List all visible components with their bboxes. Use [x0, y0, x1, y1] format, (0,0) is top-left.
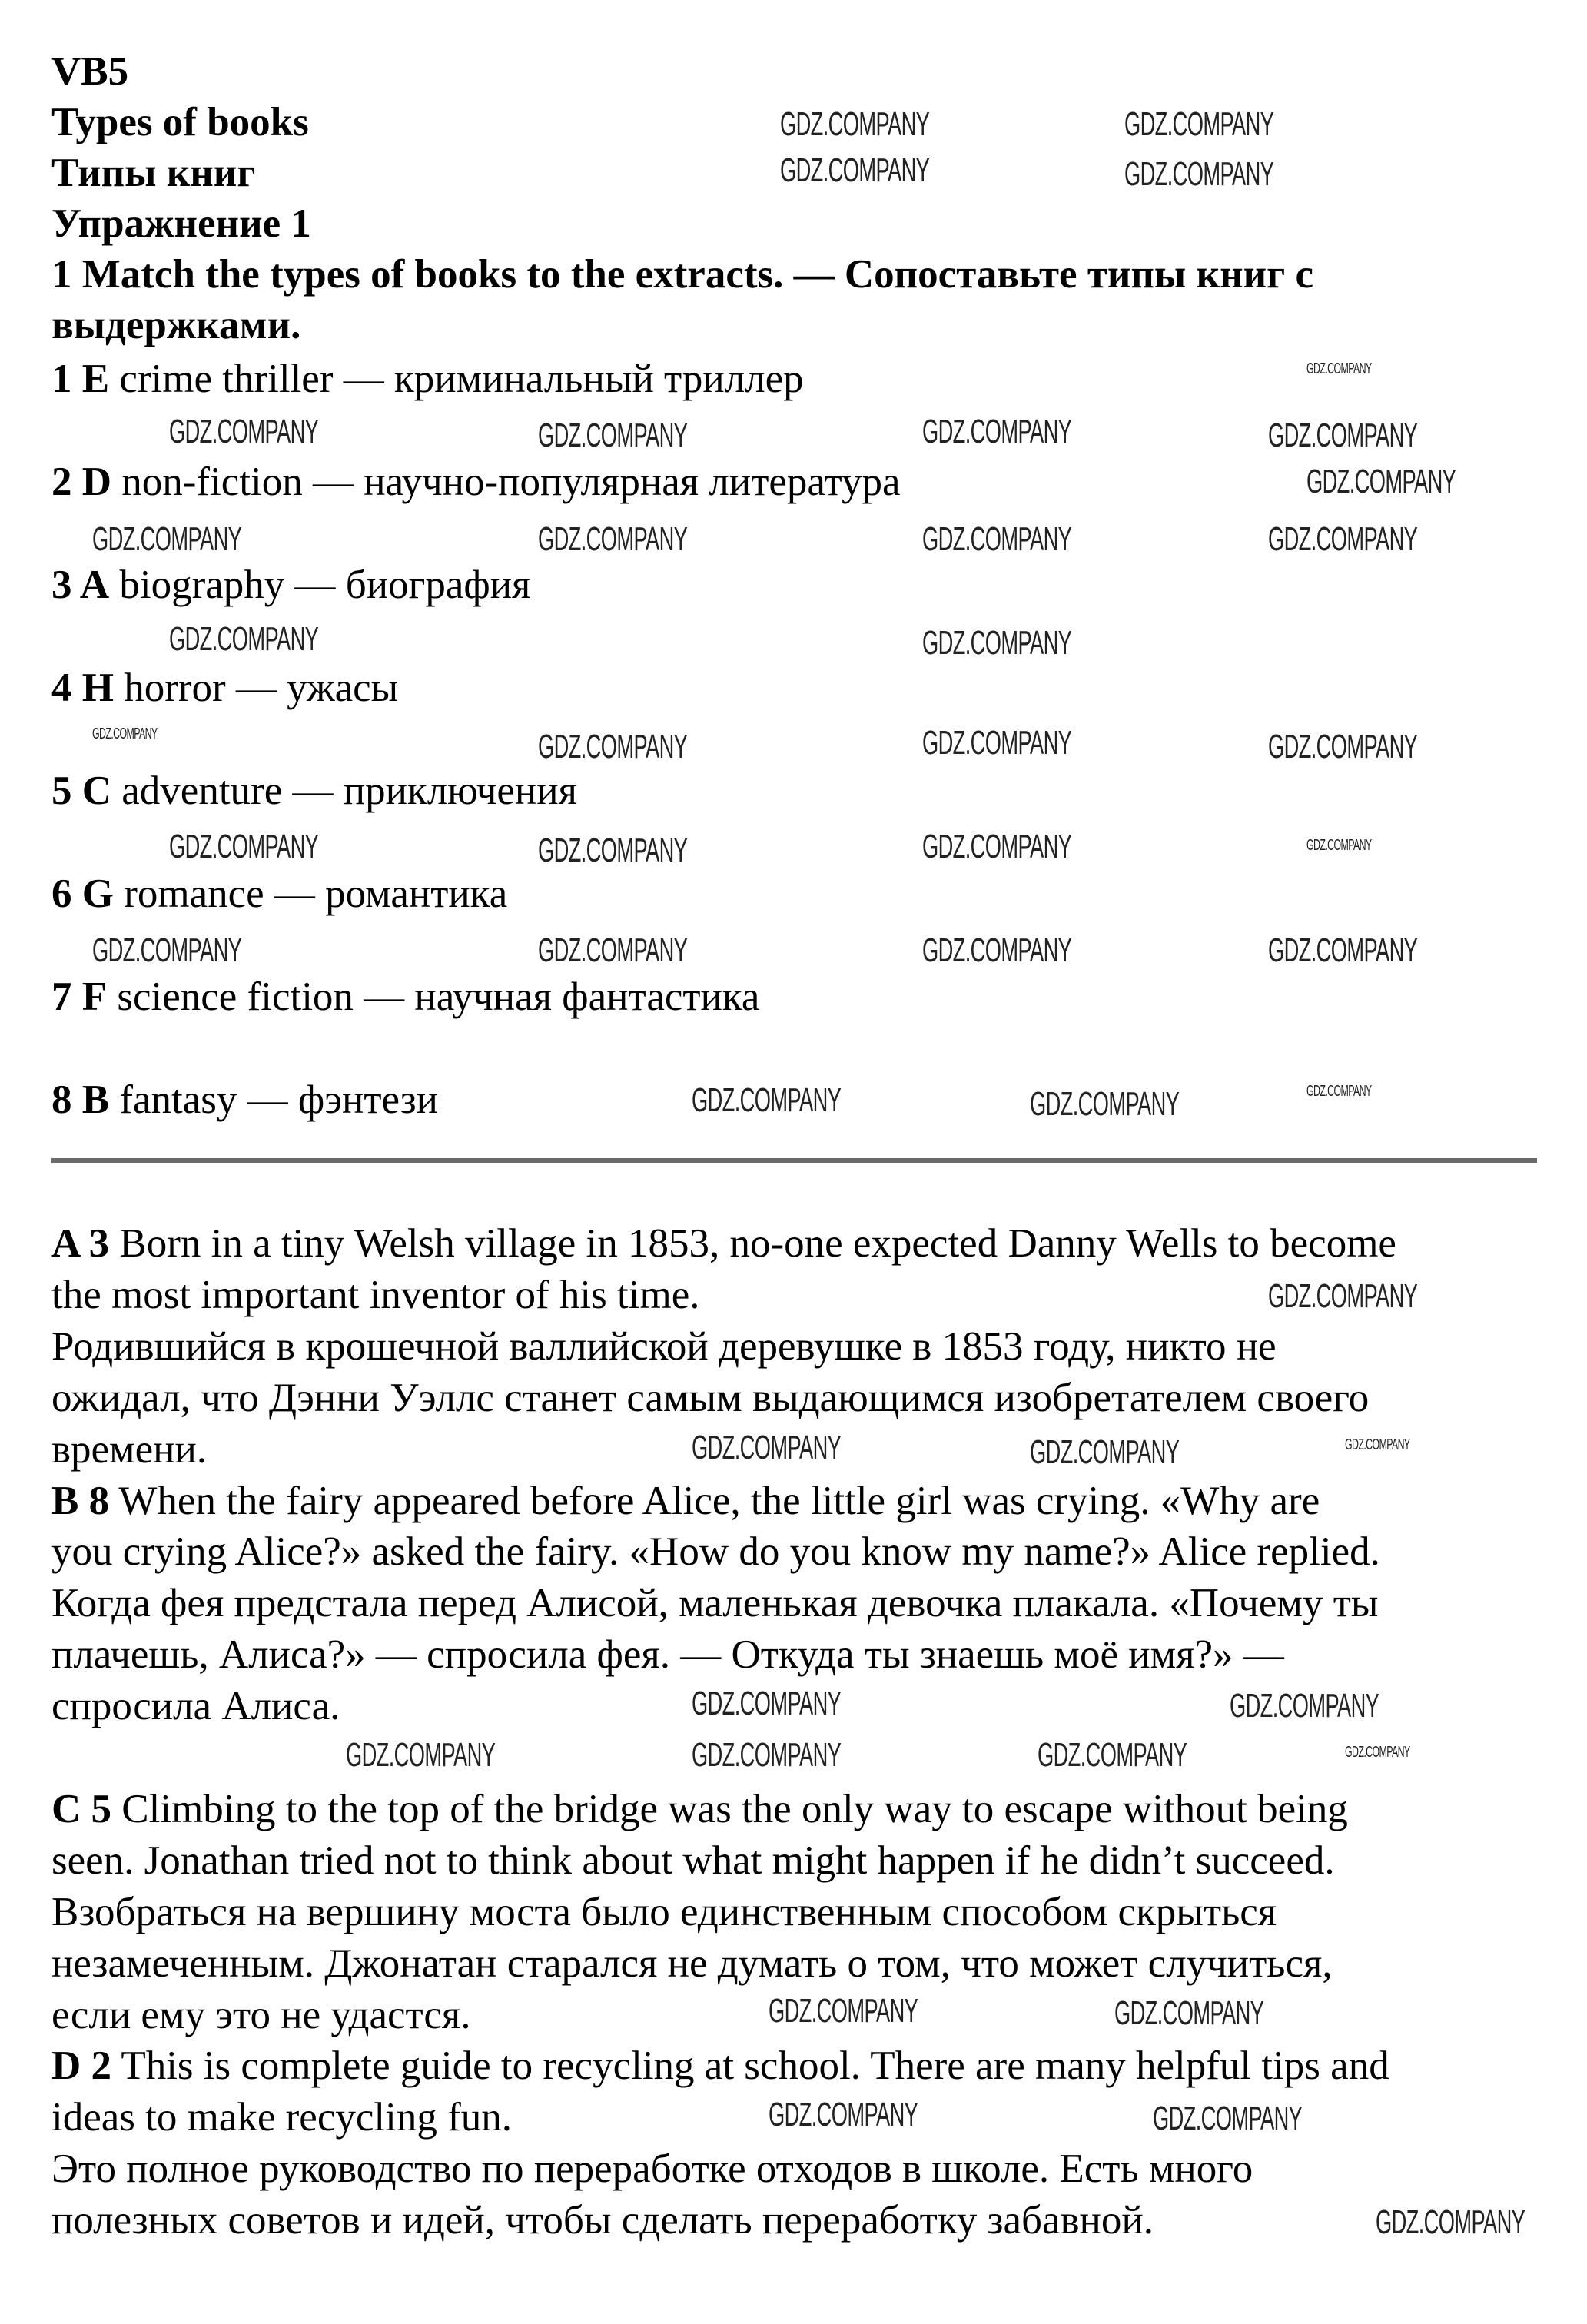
extract-text: Когда фея предстала перед Алисой, маленькая девочка плакала. «Почему ты [51, 1581, 1379, 1626]
extract-line [51, 1526, 1380, 1577]
watermark: GDZ.COMPANY [922, 828, 1072, 865]
extract-text: the most important inventor of his time. [51, 1272, 700, 1317]
watermark: GDZ.COMPANY [92, 931, 242, 969]
watermark: GDZ.COMPANY [922, 520, 1072, 558]
watermark: GDZ.COMPANY [1268, 931, 1418, 969]
title-english: Types of books [51, 100, 309, 144]
answer-item [51, 971, 759, 1022]
extract-line [51, 1270, 699, 1320]
watermark: GDZ.COMPANY [1230, 1687, 1379, 1725]
watermark: GDZ.COMPANY [538, 520, 688, 558]
extract-line [51, 2143, 1253, 2194]
watermark: GDZ.COMPANY [922, 724, 1072, 762]
answer-text: fantasy — фэнтези [109, 1077, 438, 1122]
answer-key: 1 E [51, 357, 110, 401]
answer-text: adventure — приключения [111, 769, 578, 813]
answer-item [51, 354, 804, 404]
extract-text: времени. [51, 1426, 208, 1472]
answer-item [51, 559, 530, 610]
watermark: GDZ.COMPANY [1153, 2100, 1303, 2137]
extract-line [51, 1629, 1284, 1680]
extract-text: Взобраться на вершину моста было единственным способом скрыться [51, 1889, 1277, 1934]
watermark: GDZ.COMPANY [1376, 2203, 1526, 2241]
watermark: GDZ.COMPANY [169, 620, 319, 658]
answer-text: biography — биография [109, 563, 531, 607]
answer-text: non-fiction — научно-популярная литература [111, 460, 901, 504]
answer-item [51, 662, 398, 713]
answer-text: crime thriller — криминальный триллер [109, 357, 804, 401]
watermark: GDZ.COMPANY [692, 1429, 842, 1466]
watermark: GDZ.COMPANY [1268, 728, 1418, 765]
section-code: VB5 [51, 49, 129, 94]
extract-line [51, 2195, 1154, 2246]
watermark: GDZ.COMPANY [92, 520, 242, 558]
extract-text: полезных советов и идей, чтобы сделать переработку забавной. [51, 2198, 1154, 2243]
extract-line [51, 1990, 470, 2040]
extract-text: Born in a tiny Welsh village in 1853, no-one expected Danny Wells to become [109, 1221, 1396, 1266]
title-russian: Типы книг [51, 151, 256, 195]
watermark: GDZ.COMPANY [1345, 1436, 1410, 1453]
exercise-heading: Упражнение 1 [51, 201, 311, 246]
watermark: GDZ.COMPANY [346, 1736, 496, 1774]
watermark: GDZ.COMPANY [1124, 155, 1274, 193]
extract-text: Climbing to the top of the bridge was the only way to escape without being [111, 1786, 1348, 1831]
watermark: GDZ.COMPANY [922, 931, 1072, 969]
extract-text: если ему это не удастся. [51, 1992, 471, 2037]
answer-item [51, 765, 577, 816]
watermark: GDZ.COMPANY [538, 417, 688, 454]
watermark: GDZ.COMPANY [769, 2096, 918, 2133]
watermark: GDZ.COMPANY [1268, 520, 1418, 558]
watermark: GDZ.COMPANY [1306, 463, 1456, 500]
watermark: GDZ.COMPANY [169, 413, 319, 450]
extract-label: A 3 [51, 1221, 110, 1266]
extract-line [51, 1938, 1333, 1989]
watermark: GDZ.COMPANY [538, 832, 688, 869]
extract-text: This is complete guide to recycling at school. There are many helpful tips and [111, 2043, 1389, 2089]
watermark: GDZ.COMPANY [92, 725, 158, 742]
extract-label: D 2 [51, 2043, 112, 2089]
extract-line [51, 1784, 1348, 1834]
watermark: GDZ.COMPANY [692, 1685, 842, 1722]
answer-text: romance — романтика [113, 872, 508, 916]
answer-text: science fiction — научная фантастика [107, 974, 760, 1019]
watermark: GDZ.COMPANY [692, 1736, 842, 1774]
extract-line [51, 1218, 1396, 1269]
watermark: GDZ.COMPANY [1038, 1736, 1187, 1774]
answer-key: 4 H [51, 666, 114, 710]
watermark: GDZ.COMPANY [692, 1081, 842, 1119]
extract-label: B 8 [51, 1478, 110, 1523]
watermark: GDZ.COMPANY [1030, 1085, 1180, 1123]
watermark: GDZ.COMPANY [1306, 360, 1372, 377]
extract-text: спросила Алиса. [51, 1684, 340, 1729]
extract-line [51, 1578, 1378, 1628]
extract-line [51, 1373, 1369, 1423]
task-instruction: 1 Match the types of books to the extracts. — Сопоставьте типы книг с [51, 252, 1314, 297]
watermark: GDZ.COMPANY [538, 931, 688, 969]
extract-line [51, 1424, 207, 1475]
answer-text: horror — ужасы [113, 666, 399, 710]
answer-item [51, 1074, 438, 1125]
extract-text: Это полное руководство по переработке отходов в школе. Есть много [51, 2146, 1253, 2192]
watermark: GDZ.COMPANY [1030, 1433, 1180, 1471]
watermark: GDZ.COMPANY [922, 413, 1072, 450]
extract-text: Родившийся в крошечной валлийской деревушке в 1853 году, никто не [51, 1323, 1277, 1369]
divider [51, 1158, 1537, 1163]
extract-text: плачешь, Алиса?» — спросила фея. — Откуда ты знаешь моё имя?» — [51, 1632, 1284, 1678]
watermark: GDZ.COMPANY [1345, 1744, 1410, 1761]
watermark: GDZ.COMPANY [1114, 1994, 1264, 2032]
watermark: GDZ.COMPANY [1306, 1083, 1372, 1100]
extract-line [51, 1681, 340, 1731]
watermark: GDZ.COMPANY [1306, 837, 1372, 854]
task-instruction-cont: выдержками. [51, 303, 301, 347]
answer-key: 2 D [51, 460, 112, 504]
watermark: GDZ.COMPANY [769, 1992, 918, 2030]
watermark: GDZ.COMPANY [780, 105, 930, 143]
answer-key: 8 B [51, 1077, 110, 1122]
extract-line [51, 1835, 1335, 1886]
extract-text: When the fairy appeared before Alice, the little girl was crying. «Why are [109, 1478, 1320, 1523]
answer-item [51, 868, 507, 919]
watermark: GDZ.COMPANY [922, 624, 1072, 662]
extract-text: you crying Alice?» asked the fairy. «How do you know my name?» Alice replied. [51, 1529, 1380, 1575]
extract-label: C 5 [51, 1786, 112, 1831]
extract-text: ideas to make recycling fun. [51, 2095, 512, 2140]
extract-text: ожидал, что Дэнни Уэллс станет самым выдающимся изобретателем своего [51, 1375, 1370, 1420]
extract-line [51, 2040, 1389, 2091]
answer-item [51, 456, 901, 507]
watermark: GDZ.COMPANY [1124, 105, 1274, 143]
answer-key: 3 A [51, 563, 110, 607]
extract-line [51, 1321, 1277, 1372]
watermark: GDZ.COMPANY [780, 151, 930, 189]
extract-text: seen. Jonathan tried not to think about what might happen if he didn’t succeed. [51, 1838, 1335, 1883]
extract-text: незамеченным. Джонатан старался не думать о том, что может случиться, [51, 1941, 1333, 1986]
extract-line [51, 1476, 1320, 1526]
watermark: GDZ.COMPANY [1268, 1277, 1418, 1315]
extract-line [51, 2092, 512, 2143]
answer-key: 6 G [51, 872, 114, 916]
answer-key: 5 C [51, 769, 112, 813]
watermark: GDZ.COMPANY [1268, 417, 1418, 454]
watermark: GDZ.COMPANY [538, 728, 688, 765]
answer-key: 7 F [51, 974, 108, 1019]
watermark: GDZ.COMPANY [169, 828, 319, 865]
extract-line [51, 1887, 1277, 1937]
